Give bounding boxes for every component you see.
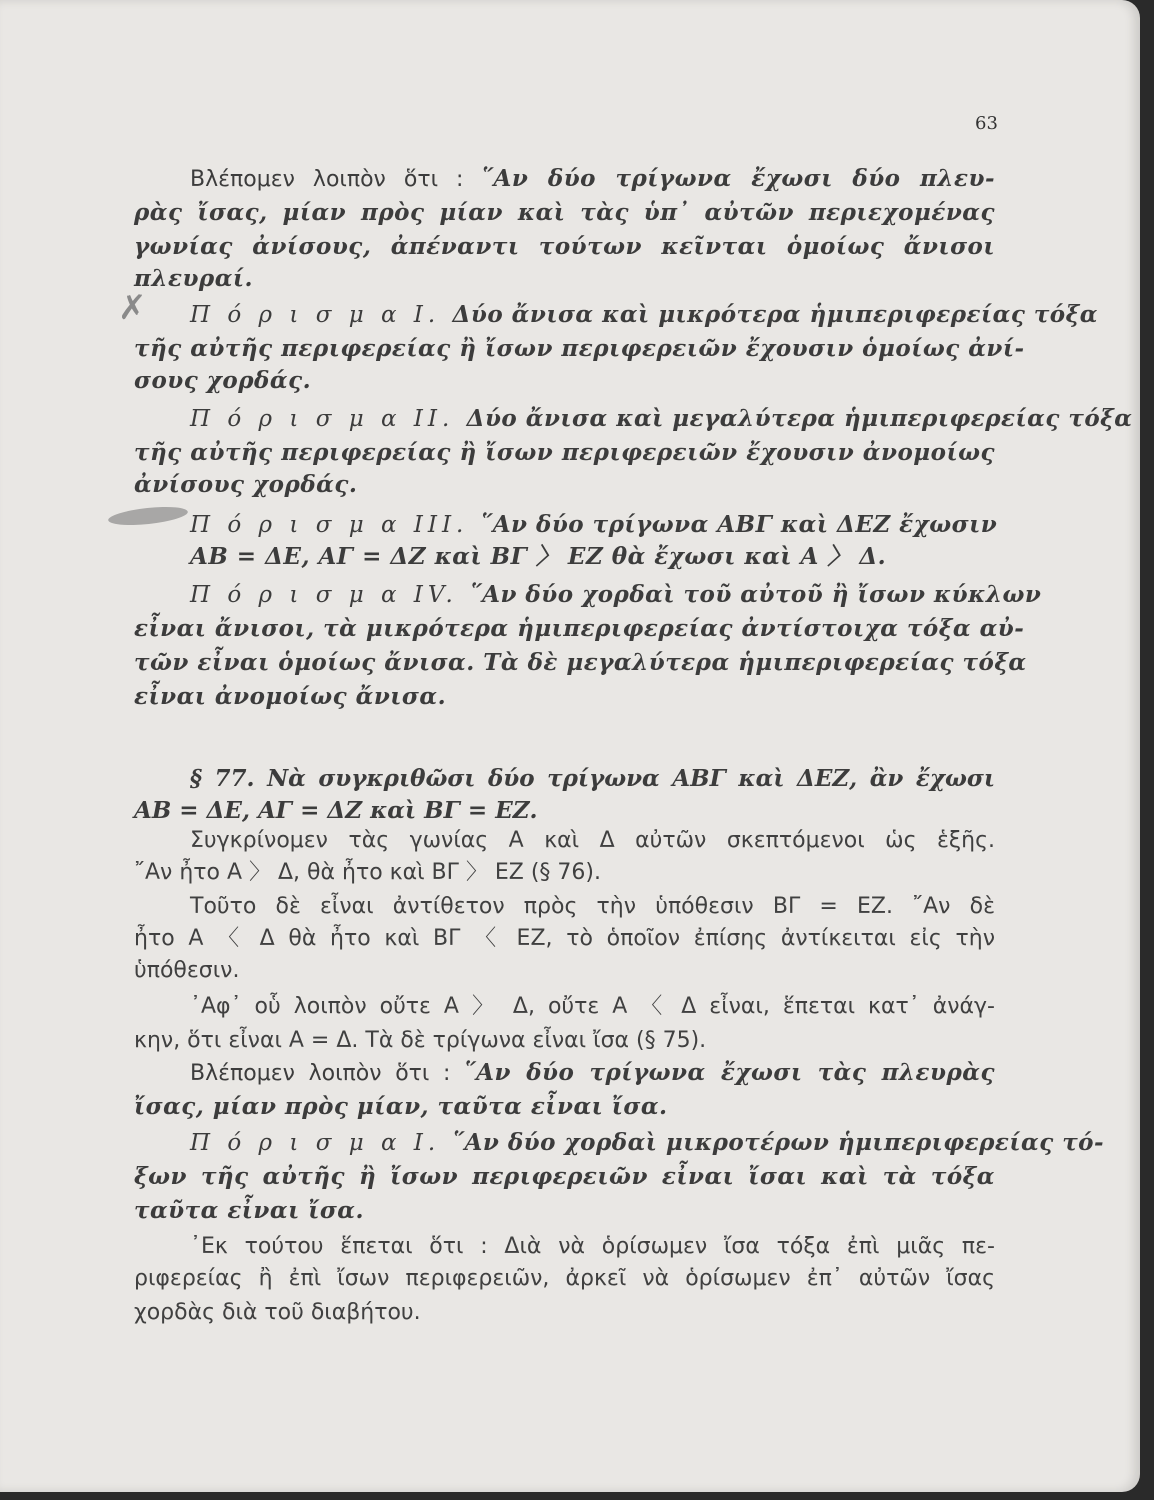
text-run: ρὰς ἴσας, μίαν πρὸς μίαν καὶ τὰς ὑπ᾿ αὐτῶν περιεχομένας — [134, 199, 995, 226]
text-run: ᾿Εκ τούτου ἕπεται ὅτι : Διὰ νὰ ὁρίσωμεν ἴσα τόξα ἐπὶ μιᾶς πε- — [190, 1234, 995, 1259]
text-line — [190, 510, 998, 540]
text-run: Π ό ρ ι σ μ α ΙΙΙ. — [190, 512, 481, 538]
text-line — [134, 470, 995, 500]
text-line — [190, 404, 1133, 434]
text-run: ταῦτα εἶναι ἴσα. — [134, 1197, 365, 1224]
text-line — [134, 956, 995, 986]
text-run: ΑΒ = ΔΕ, ΑΓ = ΔΖ καὶ ΒΓ = ΕΖ. — [134, 797, 538, 824]
text-run: Δύο ἄνισα καὶ μικρότερα ἡμιπεριφερείας τόξα — [452, 301, 1098, 328]
page-number: 63 — [975, 113, 998, 134]
text-line — [190, 1128, 1105, 1158]
text-line — [190, 826, 995, 856]
text-run: ἀνίσους χορδάς. — [134, 471, 358, 498]
text-run: ῞Αν δύο χορδαὶ τοῦ αὐτοῦ ἢ ἴσων κύκλων — [470, 581, 1042, 608]
text-run: § 77. Νὰ συγκριθῶσι δύο τρίγωνα ΑΒΓ καὶ ΔΕΖ, ἂν ἔχωσι — [190, 765, 995, 792]
text-run: ριφερείας ἢ ἐπὶ ἴσων περιφερειῶν, ἀρκεῖ νὰ ὁρίσωμεν ἐπ᾿ αὐτῶν ἴσας — [134, 1266, 995, 1291]
text-run: κην, ὅτι εἶναι Α = Δ. Τὰ δὲ τρίγωνα εἶναι ἴσα (§ 75). — [134, 1028, 707, 1053]
text-line — [134, 858, 995, 888]
text-run: Π ό ρ ι σ μ α ΙΙ. — [190, 406, 467, 432]
text-run: ὑπόθεσιν. — [134, 958, 240, 983]
text-line — [134, 1264, 995, 1294]
text-line — [190, 300, 1098, 330]
text-line — [134, 264, 995, 294]
text-line — [134, 614, 1025, 644]
text-line — [190, 892, 995, 922]
text-run: ῞Αν δύο τρίγωνα ἔχωσι δύο πλευ- — [481, 165, 995, 192]
text-line — [134, 796, 995, 826]
text-line — [134, 682, 995, 712]
text-line — [190, 542, 995, 572]
text-run: Τοῦτο δὲ εἶναι ἀντίθετον πρὸς τὴν ὑπόθεσιν ΒΓ = ΕΖ. ῎Αν δὲ — [190, 894, 995, 919]
text-line — [134, 438, 995, 468]
text-run: Συγκρίνομεν τὰς γωνίας Α καὶ Δ αὐτῶν σκεπτόμενοι ὡς ἑξῆς. — [190, 828, 995, 853]
text-line — [134, 1196, 995, 1226]
text-run: εἶναι ἀνομοίως ἄνισα. — [134, 683, 447, 710]
text-line — [134, 1092, 995, 1122]
text-line — [134, 1026, 995, 1056]
text-line — [134, 366, 995, 396]
text-run: γωνίας ἀνίσους, ἀπέναντι τούτων κεῖνται ὁμοίως ἄνισοι — [134, 233, 995, 260]
text-run: ῞Αν δύο τρίγωνα ΑΒΓ καὶ ΔΕΖ ἔχωσιν — [480, 511, 998, 538]
text-line — [134, 1162, 995, 1192]
text-run: ΑΒ = ΔΕ, ΑΓ = ΔΖ καὶ ΒΓ 〉 ΕΖ θὰ ἔχωσι καὶ Α 〉 Δ. — [190, 543, 887, 570]
text-line — [190, 1058, 995, 1089]
text-run: Βλέπομεν λοιπὸν ὅτι : — [190, 167, 482, 192]
text-run: Π ό ρ ι σ μ α ΙV. — [190, 582, 471, 608]
text-run: ῞Αν δύο χορδαὶ μικροτέρων ἡμιπεριφερείας τό- — [452, 1129, 1105, 1156]
text-run: τῆς αὐτῆς περιφερείας ἢ ἴσων περιφερειῶν ἔχουσιν ἀνομοίως — [134, 439, 995, 466]
pencil-mark-icon: ✗ — [118, 288, 147, 328]
text-line — [190, 764, 995, 794]
text-run: Π ό ρ ι σ μ α Ι. — [190, 1130, 453, 1156]
text-line — [190, 1232, 995, 1262]
text-run: ἦτο Α 〈 Δ θὰ ἦτο καὶ ΒΓ 〈 ΕΖ, τὸ ὁποῖον ἐπίσης ἀντίκειται εἰς τὴν — [134, 926, 995, 951]
text-run: Π ό ρ ι σ μ α Ι. — [190, 302, 453, 328]
text-run: Δύο ἄνισα καὶ μεγαλύτερα ἡμιπεριφερείας τόξα — [466, 405, 1133, 432]
text-line — [134, 1298, 995, 1328]
text-line — [190, 164, 995, 195]
text-run: ᾿Αφ᾿ οὗ λοιπὸν οὔτε Α 〉 Δ, οὔτε Α 〈 Δ εἶναι, ἕπεται κατ᾿ ἀνάγ- — [190, 994, 995, 1019]
text-run: πλευραί. — [134, 265, 254, 292]
ink-smudge-mark — [107, 504, 188, 528]
text-run: εἶναι ἄνισοι, τὰ μικρότερα ἡμιπεριφερείας ἀντίστοιχα τόξα αὐ- — [134, 615, 1025, 642]
text-line — [134, 198, 995, 228]
text-run: χορδὰς διὰ τοῦ διαβήτου. — [134, 1300, 421, 1325]
text-run: σους χορδάς. — [134, 367, 312, 394]
text-line — [134, 334, 1025, 364]
text-line — [190, 992, 995, 1022]
text-run: τῶν εἶναι ὁμοίως ἄνισα. Τὰ δὲ μεγαλύτερα ἡμιπεριφερείας τόξα — [134, 649, 1027, 676]
text-run: ξων τῆς αὐτῆς ἢ ἴσων περιφερειῶν εἶναι ἴσαι καὶ τὰ τόξα — [134, 1163, 995, 1190]
text-run: ῞Αν δύο τρίγωνα ἔχωσι τὰς πλευρὰς — [464, 1059, 995, 1086]
text-line — [134, 232, 995, 262]
text-run: Βλέπομεν λοιπὸν ὅτι : — [190, 1061, 465, 1086]
text-line — [134, 924, 995, 954]
text-run: τῆς αὐτῆς περιφερείας ἢ ἴσων περιφερειῶν ἔχουσιν ὁμοίως ἀνί- — [134, 335, 1025, 362]
text-line — [134, 648, 1027, 678]
text-line — [190, 580, 1042, 610]
text-run: ῎Αν ἦτο Α 〉 Δ, θὰ ἦτο καὶ ΒΓ 〉 ΕΖ (§ 76). — [134, 860, 601, 885]
text-run: ἴσας, μίαν πρὸς μίαν, ταῦτα εἶναι ἴσα. — [134, 1093, 668, 1120]
